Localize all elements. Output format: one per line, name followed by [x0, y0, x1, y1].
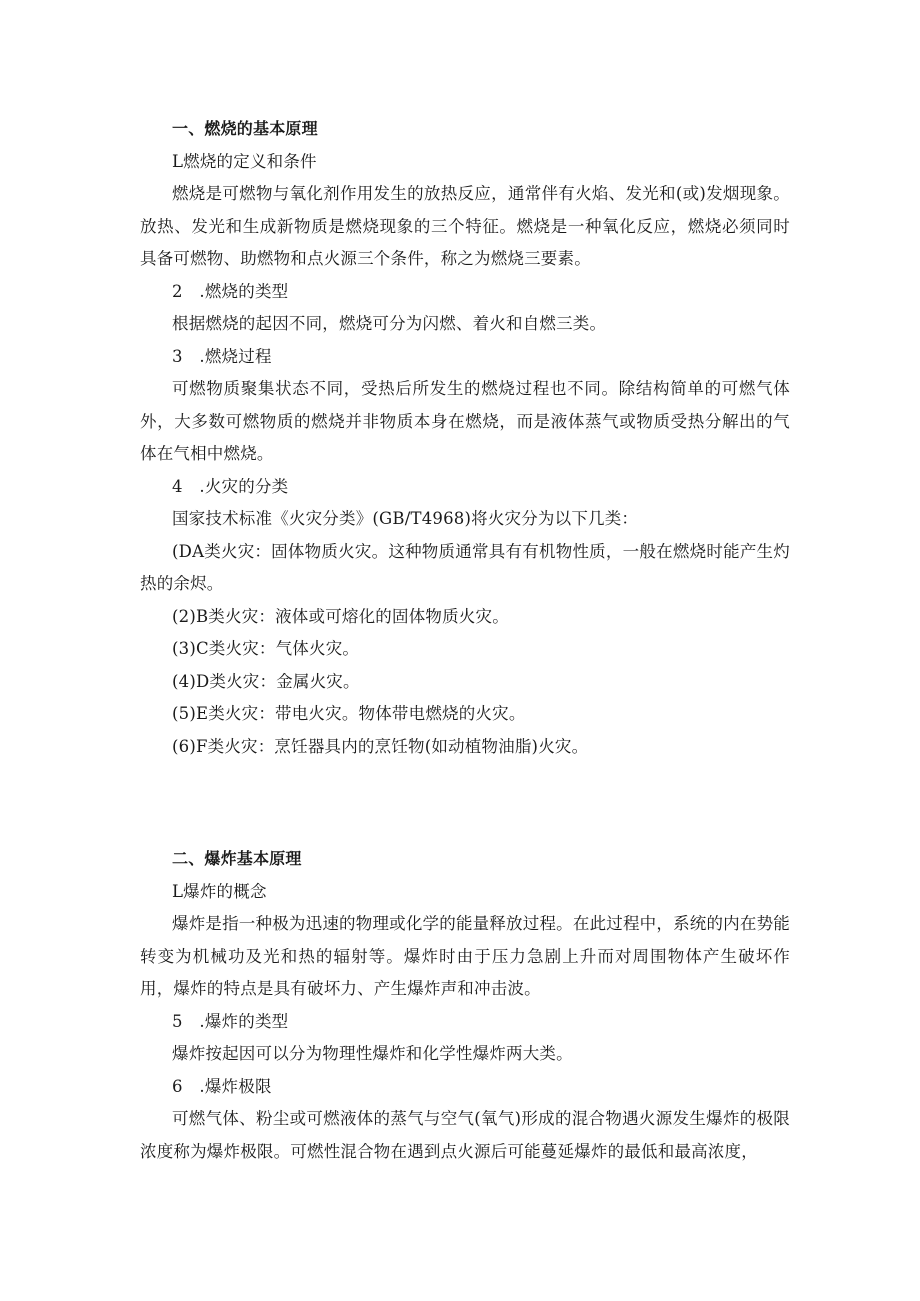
paragraph: 燃烧是可燃物与氧化剂作用发生的放热反应，通常伴有火焰、发光和(或)发烟现象。放热、发光和生成新物质是燃烧现象的三个特征。燃烧是一种氧化反应，燃烧必须同时具备可燃物、助燃物和点火源三个条件，称之为燃烧三要素。 — [140, 184, 790, 268]
list-item: (5)E类火灾：带电火灾。物体带电燃烧的火灾。 — [172, 704, 526, 723]
subheading: 4 .火灾的分类 — [172, 476, 289, 496]
subheading: 2 .燃烧的类型 — [172, 281, 289, 301]
subheading: 5 .爆炸的类型 — [172, 1011, 289, 1031]
section-explosion — [140, 843, 790, 1168]
paragraph: 爆炸是指一种极为迅速的物理或化学的能量释放过程。在此过程中，系统的内在势能转变为机械功及光和热的辐射等。爆炸时由于压力急剧上升而对周围物体产生破坏作用，爆炸的特点是具有破坏力、产生爆炸声和冲击波。 — [140, 914, 790, 998]
list-item: (6)F类火灾：烹饪器具内的烹饪物(如动植物油脂)火灾。 — [172, 736, 589, 756]
subheading: L燃烧的定义和条件 — [172, 151, 317, 171]
paragraph: 可燃气体、粉尘或可燃液体的蒸气与空气(氧气)形成的混合物遇火源发生爆炸的极限浓度称为爆炸极限。可燃性混合物在遇到点火源后可能蔓延爆炸的最低和最高浓度， — [140, 1109, 790, 1161]
section-heading: 一、燃烧的基本原理 — [172, 119, 318, 138]
list-item: (DA类火灾：固体物质火灾。这种物质通常具有有机物性质，一般在燃烧时能产生灼热的余烬。 — [140, 541, 790, 593]
paragraph: 根据燃烧的起因不同，燃烧可分为闪燃、着火和自燃三类。 — [172, 314, 607, 333]
list-item: (4)D类火灾：金属火灾。 — [172, 671, 360, 691]
section-combustion — [140, 113, 790, 763]
subheading: 3 .燃烧过程 — [172, 346, 272, 366]
list-item: (3)C类火灾：气体火灾。 — [172, 639, 360, 658]
paragraph: 可燃物质聚集状态不同，受热后所发生的燃烧过程也不同。除结构简单的可燃气体外，大多数可燃物质的燃烧并非物质本身在燃烧，而是液体蒸气或物质受热分解出的气体在气相中燃烧。 — [140, 379, 790, 463]
subheading: 6 .爆炸极限 — [172, 1076, 272, 1096]
paragraph: 国家技术标准《火灾分类》(GB/T4968)将火灾分为以下几类： — [172, 509, 639, 528]
subheading: L爆炸的概念 — [172, 881, 267, 901]
list-item: (2)B类火灾：液体或可熔化的固体物质火灾。 — [172, 606, 509, 626]
paragraph: 爆炸按起因可以分为物理性爆炸和化学性爆炸两大类。 — [172, 1044, 573, 1063]
section-heading: 二、爆炸基本原理 — [172, 849, 302, 868]
